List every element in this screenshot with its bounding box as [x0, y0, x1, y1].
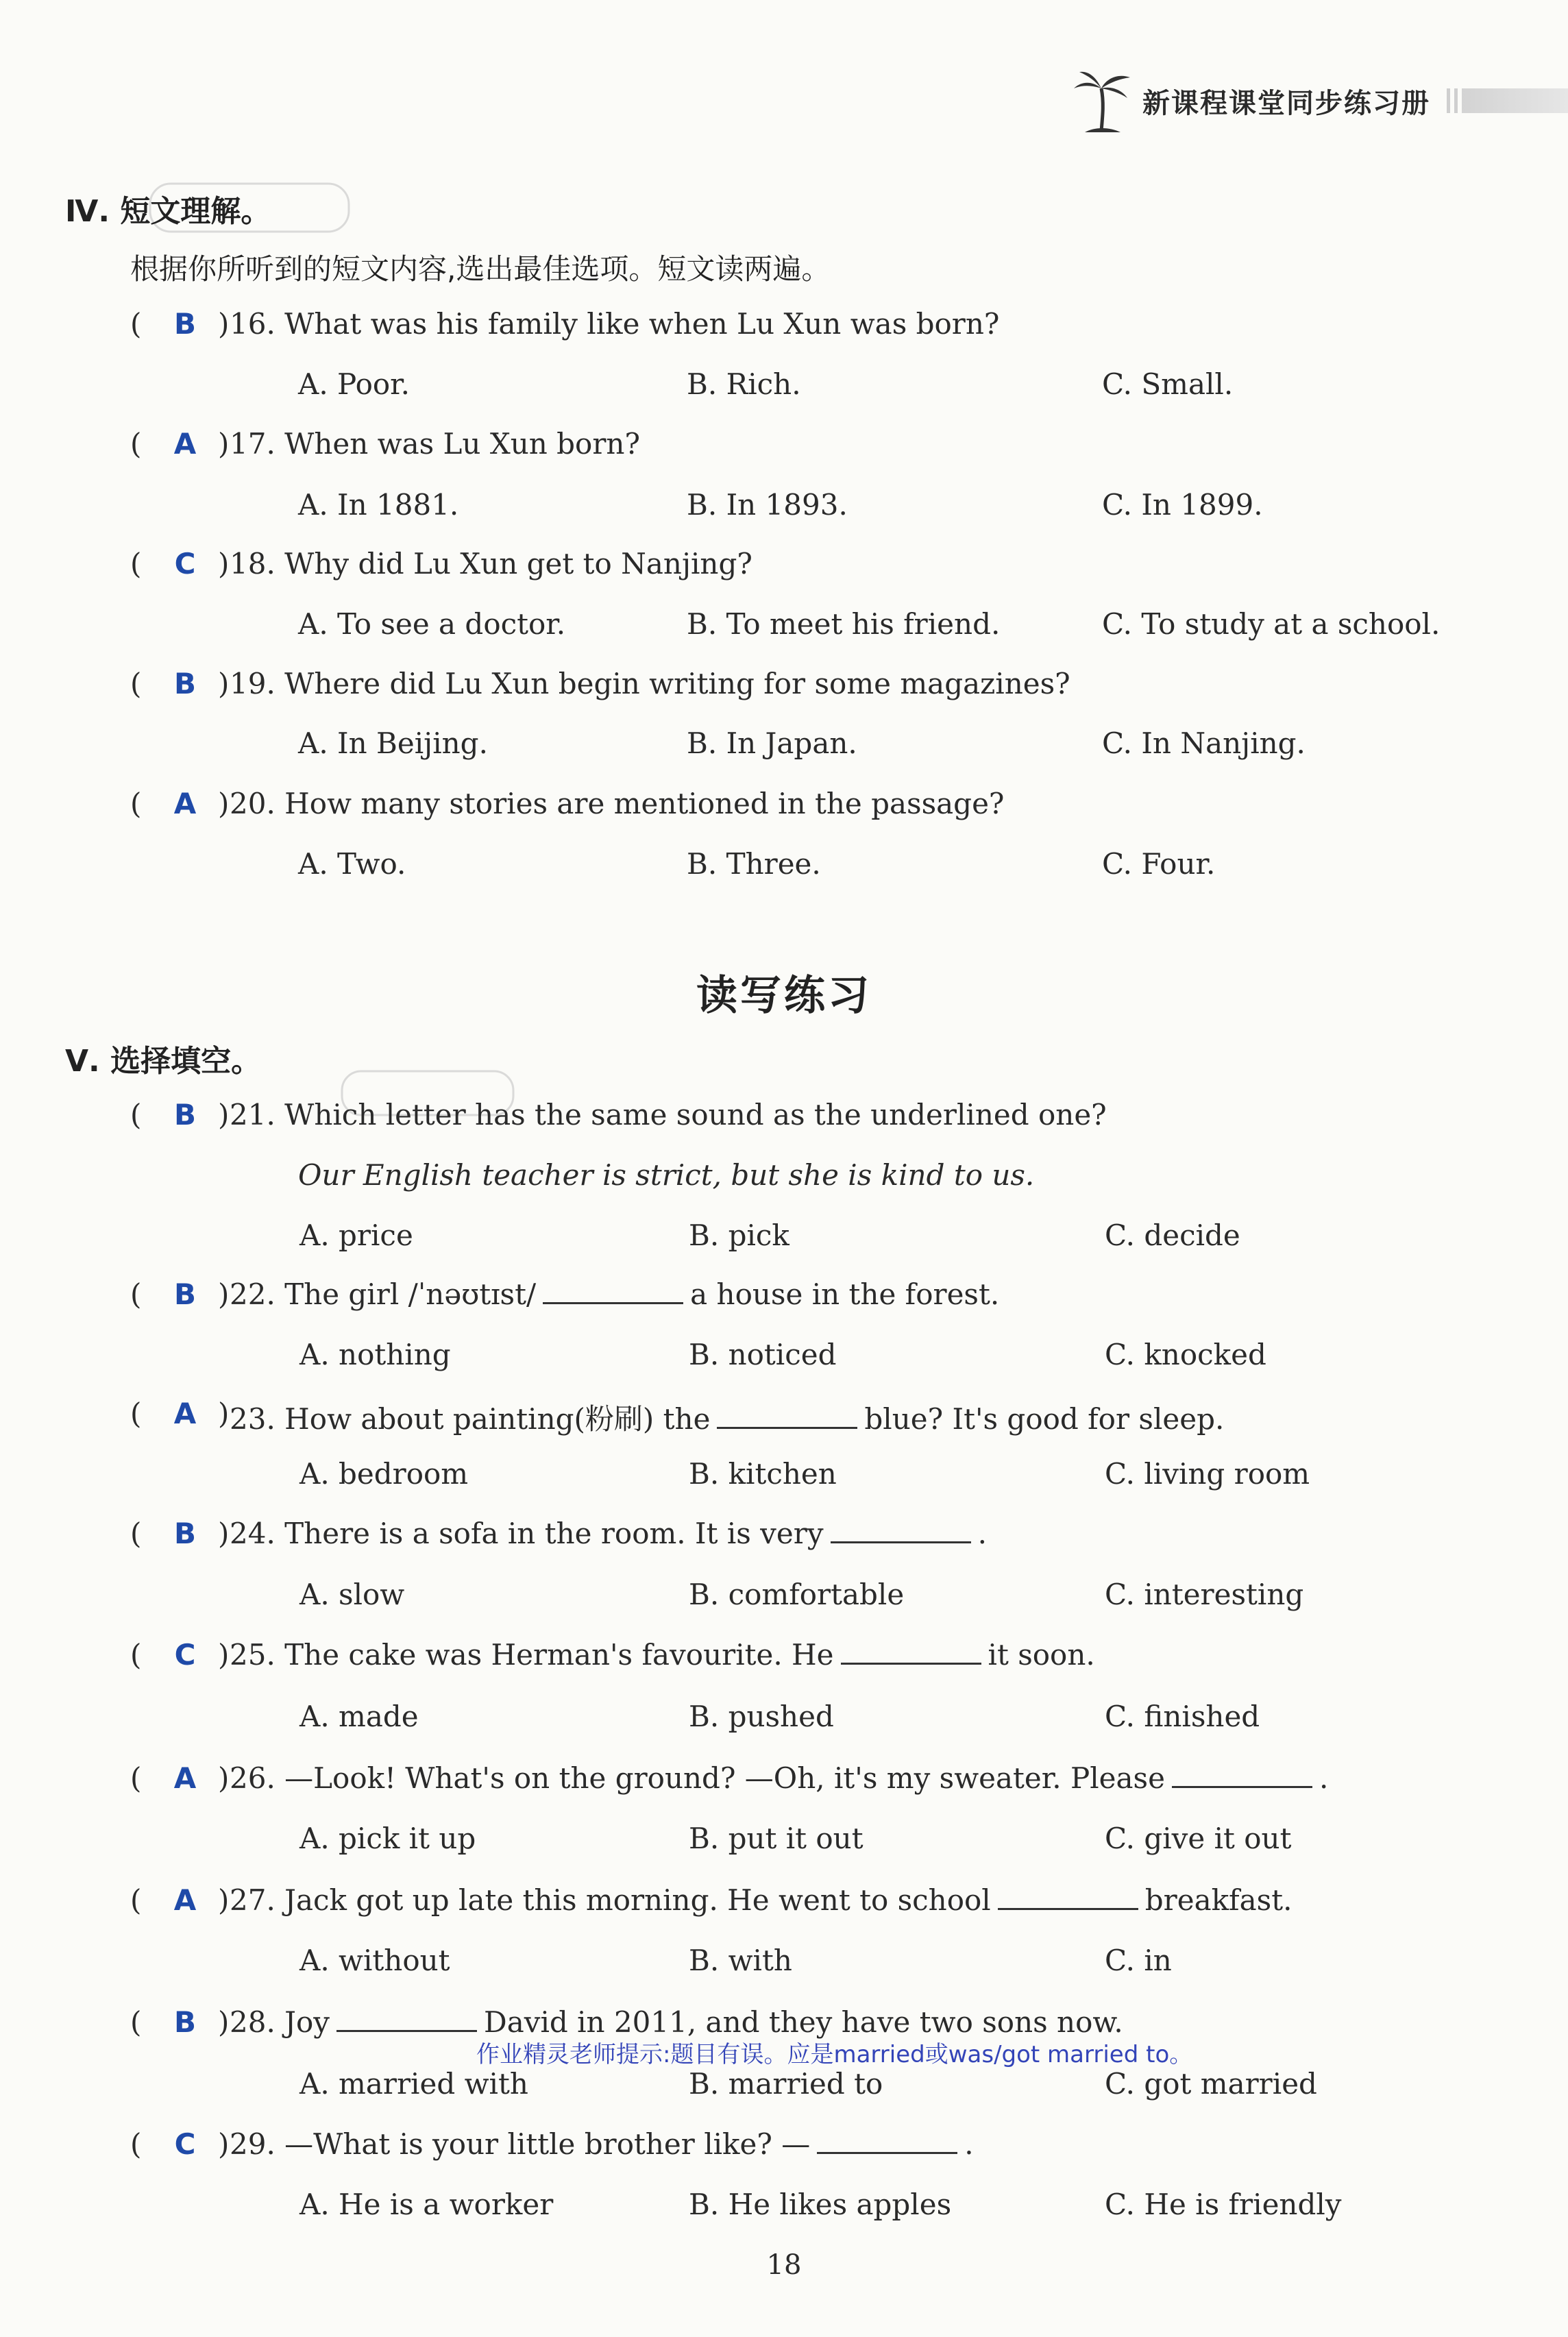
option-24b: B. comfortable	[689, 1578, 905, 1611]
option-22b: B. noticed	[689, 1338, 837, 1371]
option-17c: C. In 1899.	[1102, 488, 1263, 522]
section-5-heading: Ⅴ. 选择填空。	[65, 1044, 262, 1079]
option-20a: A. Two.	[298, 847, 406, 881]
option-26a: A. pick it up	[299, 1822, 476, 1855]
option-28c: C. got married	[1105, 2067, 1317, 2101]
option-17b: B. In 1893.	[687, 488, 848, 522]
section-4-heading: Ⅳ. 短文理解。	[65, 194, 271, 229]
answer-26: A	[173, 1761, 197, 1795]
option-26c: C. give it out	[1105, 1822, 1292, 1855]
option-18c: C. To study at a school.	[1102, 607, 1441, 641]
option-28b: B. married to	[689, 2067, 883, 2101]
answer-27: A	[173, 1883, 197, 1917]
option-23c: C. living room	[1105, 1457, 1310, 1491]
option-20b: B. Three.	[687, 847, 821, 881]
answer-blank	[336, 2005, 477, 2032]
option-27a: A. without	[299, 1944, 450, 1977]
answer-blank	[1172, 1761, 1312, 1788]
section-4-instruction: 根据你所听到的短文内容,选出最佳选项。短文读两遍。	[130, 252, 831, 286]
book-title: 新课程课堂同步练习册	[1142, 87, 1430, 119]
option-25a: A. made	[299, 1700, 419, 1733]
option-29b: B. He likes apples	[689, 2188, 952, 2221]
answer-23: A	[173, 1397, 197, 1430]
answer-29: C	[174, 2127, 196, 2161]
option-20c: C. Four.	[1102, 847, 1216, 881]
answer-blank	[717, 1402, 857, 1429]
option-17a: A. In 1881.	[298, 488, 459, 522]
palm-tree-icon	[1071, 68, 1133, 134]
section-title: 读写练习	[696, 972, 872, 1020]
page-header	[951, 63, 1568, 138]
option-21a: A. price	[299, 1219, 413, 1252]
option-21c: C. decide	[1105, 1219, 1240, 1252]
option-22a: A. nothing	[299, 1338, 451, 1371]
option-24a: A. slow	[299, 1578, 405, 1611]
option-18a: A. To see a doctor.	[298, 607, 566, 641]
answer-blank	[831, 1517, 971, 1543]
option-29c: C. He is friendly	[1105, 2188, 1342, 2221]
option-29a: A. He is a worker	[299, 2188, 554, 2221]
answer-blank	[841, 1638, 981, 1665]
answer-21: B	[173, 1098, 196, 1131]
option-21b: B. pick	[689, 1219, 789, 1252]
option-19a: A. In Beijing.	[298, 726, 488, 760]
option-23a: A. bedroom	[299, 1457, 469, 1491]
option-25b: B. pushed	[689, 1700, 834, 1733]
answer-20: A	[173, 787, 197, 820]
answer-25: C	[174, 1638, 196, 1672]
answer-16: B	[173, 307, 196, 341]
option-18b: B. To meet his friend.	[687, 607, 1001, 641]
option-24c: C. interesting	[1105, 1578, 1304, 1611]
option-25c: C. finished	[1105, 1700, 1260, 1733]
option-26b: B. put it out	[689, 1822, 863, 1855]
option-28a: A. married with	[299, 2067, 528, 2101]
option-23b: B. kitchen	[689, 1457, 837, 1491]
answer-24: B	[173, 1517, 196, 1550]
answer-22: B	[173, 1277, 196, 1311]
option-22c: C. knocked	[1105, 1338, 1266, 1371]
option-27c: C. in	[1105, 1944, 1172, 1977]
teacher-note: 作业精灵老师提示:题目有误。应是married或was/got married to。	[476, 2041, 1193, 2068]
answer-18: C	[174, 547, 196, 580]
option-16c: C. Small.	[1102, 367, 1234, 401]
header-decoration	[1447, 88, 1568, 113]
option-27b: B. with	[689, 1944, 792, 1977]
answer-17: A	[173, 427, 197, 461]
option-16b: B. Rich.	[687, 367, 801, 401]
option-19c: C. In Nanjing.	[1102, 726, 1306, 760]
option-19b: B. In Japan.	[687, 726, 857, 760]
answer-blank	[817, 2127, 957, 2154]
answer-19: B	[173, 667, 196, 700]
answer-blank	[543, 1277, 683, 1304]
option-16a: A. Poor.	[298, 367, 410, 401]
page-number: 18	[766, 2249, 802, 2281]
answer-28: B	[173, 2005, 196, 2039]
question-21-sentence: Our English teacher is strict, but she is kind to us.	[298, 1158, 1035, 1192]
answer-blank	[998, 1883, 1138, 1910]
